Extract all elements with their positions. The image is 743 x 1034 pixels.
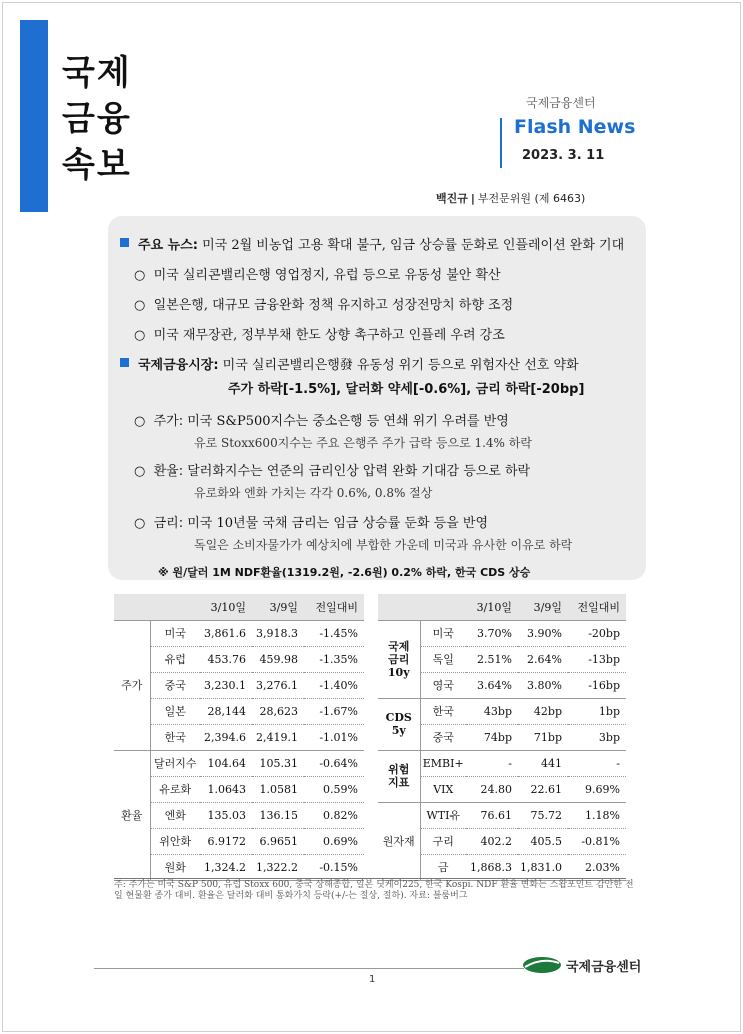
table-row-label: 미국 bbox=[150, 620, 200, 646]
table-cell: 6.9651 bbox=[252, 828, 304, 854]
table-group-label: 원자재 bbox=[378, 802, 420, 880]
table-header-row bbox=[114, 594, 364, 620]
table-cell: 3.80% bbox=[518, 672, 568, 698]
section1-item bbox=[134, 324, 505, 343]
table-cell: 43bp bbox=[466, 698, 518, 724]
table-row bbox=[114, 646, 364, 672]
table-cell: -0.64% bbox=[304, 750, 364, 776]
table-row-label: 독일 bbox=[420, 646, 466, 672]
table-row-label: 위안화 bbox=[150, 828, 200, 854]
section2-item-stocks bbox=[134, 410, 509, 429]
table-row bbox=[114, 828, 364, 854]
table-cell: 453.76 bbox=[200, 646, 252, 672]
table-cell: 2.03% bbox=[568, 854, 626, 880]
table-cell: - bbox=[568, 750, 626, 776]
section2-sub-fx: 유로화와 엔화 가치는 각각 0.6%, 0.8% 절상 bbox=[194, 486, 433, 500]
table-header bbox=[150, 594, 200, 620]
table-cell: 2,419.1 bbox=[252, 724, 304, 750]
table-cell: 28,144 bbox=[200, 698, 252, 724]
table-row bbox=[114, 750, 364, 776]
table-row-label: 달러지수 bbox=[150, 750, 200, 776]
logo-text: 국제금융센터 bbox=[566, 959, 642, 975]
table-cell: 42bp bbox=[518, 698, 568, 724]
section1-label: 주요 뉴스: bbox=[138, 238, 198, 253]
footer-logo bbox=[522, 955, 641, 975]
market-table-right bbox=[378, 594, 626, 881]
table-cell: 2.64% bbox=[518, 646, 568, 672]
table-row bbox=[378, 698, 626, 724]
table-row bbox=[114, 724, 364, 750]
circle-bullet-icon: ○ bbox=[134, 298, 146, 313]
table-cell: 0.59% bbox=[304, 776, 364, 802]
item-label: 금리: bbox=[153, 516, 184, 531]
table-cell: 24.80 bbox=[466, 776, 518, 802]
header-divider bbox=[500, 118, 502, 168]
table-row bbox=[114, 620, 364, 646]
section1-item bbox=[134, 294, 513, 313]
section1-text: 미국 2월 비농업 고용 확대 불구, 임금 상승률 둔화로 인플레이션 완화 기대 bbox=[197, 238, 625, 253]
table-cell: 1.0643 bbox=[200, 776, 252, 802]
table-cell: 3,861.6 bbox=[200, 620, 252, 646]
item-text: 미국 S&P500지수는 중소은행 등 연쇄 위기 우려를 반영 bbox=[183, 414, 509, 429]
header-org: 국제금융센터 bbox=[526, 96, 596, 110]
table-cell: 459.98 bbox=[252, 646, 304, 672]
table-row bbox=[114, 698, 364, 724]
table-row-label: 금 bbox=[420, 854, 466, 880]
section2-sub-rates: 독일은 소비자물가가 예상치에 부합한 가운데 미국과 유사한 이유로 하락 bbox=[194, 538, 573, 552]
author-role: 부전문위원 (제 6463) bbox=[477, 192, 586, 205]
report-title bbox=[62, 50, 132, 188]
table-cell: -1.40% bbox=[304, 672, 364, 698]
table-cell: 1bp bbox=[568, 698, 626, 724]
table-cell: -1.01% bbox=[304, 724, 364, 750]
table-cell: - bbox=[466, 750, 518, 776]
table-cell: 6.9172 bbox=[200, 828, 252, 854]
table-cell: 1,831.0 bbox=[518, 854, 568, 880]
table-header: 3/9일 bbox=[518, 594, 568, 620]
table-header-row bbox=[378, 594, 626, 620]
section2-item-fx bbox=[134, 460, 530, 479]
table-cell: 1.0581 bbox=[252, 776, 304, 802]
table-group-label: 위험 지표 bbox=[378, 750, 420, 802]
footnote-rule bbox=[114, 878, 626, 879]
table-row-label: 한국 bbox=[420, 698, 466, 724]
table-row-label: 구리 bbox=[420, 828, 466, 854]
table-cell: -0.81% bbox=[568, 828, 626, 854]
table-row-label: 한국 bbox=[150, 724, 200, 750]
table-cell: 2,394.6 bbox=[200, 724, 252, 750]
table-cell: 3bp bbox=[568, 724, 626, 750]
item-text: 달러화지수는 연준의 금리인상 압력 완화 기대감 등으로 하락 bbox=[183, 464, 531, 479]
circle-bullet-icon: ○ bbox=[134, 328, 146, 343]
section1-item-text: 일본은행, 대규모 금융완화 정책 유지하고 성장전망치 하향 조정 bbox=[153, 298, 514, 313]
table-header bbox=[420, 594, 466, 620]
table-cell: 3.70% bbox=[466, 620, 518, 646]
table-cell: 402.2 bbox=[466, 828, 518, 854]
table-row-label: 엔화 bbox=[150, 802, 200, 828]
table-row-label: 일본 bbox=[150, 698, 200, 724]
square-bullet-icon bbox=[120, 358, 129, 367]
section2-headline bbox=[138, 354, 579, 373]
table-cell: 441 bbox=[518, 750, 568, 776]
section2-label: 국제금융시장: bbox=[138, 358, 219, 373]
item-label: 주가: bbox=[153, 414, 184, 429]
table-cell: 76.61 bbox=[466, 802, 518, 828]
ndf-note: ※ 원/달러 1M NDF환율(1319.2원, -2.6원) 0.2% 하락, 한국 CDS 상승 bbox=[158, 566, 531, 579]
table-cell: -0.15% bbox=[304, 854, 364, 880]
footnote: 주: 주가는 미국 S&P 500, 유럽 Stoxx 600, 중국 상해종합, 일본 닛케이225, 한국 Kospi. NDF 환율 변화는 스왑포인트 감안한 전일 현물환 종가 대비. 환율은 달러화 대비 통화가치 등락(+/-는 절상, 절하). 자료: 블룸버그 bbox=[114, 880, 634, 901]
table-header: 3/10일 bbox=[466, 594, 518, 620]
table-row bbox=[378, 802, 626, 828]
table-cell: -16bp bbox=[568, 672, 626, 698]
table-cell: 9.69% bbox=[568, 776, 626, 802]
author-line bbox=[436, 190, 585, 206]
table-row-label: 미국 bbox=[420, 620, 466, 646]
table-row-label: EMBI+ bbox=[420, 750, 466, 776]
table-row bbox=[114, 854, 364, 880]
table-cell: -20bp bbox=[568, 620, 626, 646]
section1-headline bbox=[138, 234, 624, 253]
table-cell: 2.51% bbox=[466, 646, 518, 672]
table-row bbox=[114, 802, 364, 828]
table-row-label: 원화 bbox=[150, 854, 200, 880]
table-row bbox=[378, 750, 626, 776]
table-header bbox=[378, 594, 420, 620]
table-cell: 0.82% bbox=[304, 802, 364, 828]
table-cell: 3.64% bbox=[466, 672, 518, 698]
table-cell: 135.03 bbox=[200, 802, 252, 828]
table-cell: 28,623 bbox=[252, 698, 304, 724]
table-group-label: 국제 금리 10y bbox=[378, 620, 420, 698]
page-number: 1 bbox=[369, 974, 376, 985]
table-row-label: 유로화 bbox=[150, 776, 200, 802]
circle-bullet-icon: ○ bbox=[134, 414, 146, 429]
item-label: 환율: bbox=[153, 464, 184, 479]
table-cell: 3,276.1 bbox=[252, 672, 304, 698]
side-accent-bar bbox=[20, 20, 48, 212]
table-cell: 71bp bbox=[518, 724, 568, 750]
section2-text: 미국 실리콘밸리은행發 유동성 위기 등으로 위험자산 선호 약화 bbox=[218, 358, 579, 373]
section2-item-rates bbox=[134, 512, 488, 531]
table-row-label: WTI유 bbox=[420, 802, 466, 828]
section1-item-text: 미국 실리콘밸리은행 영업정지, 유럽 등으로 유동성 불안 확산 bbox=[153, 268, 501, 283]
author-name: 백진규 bbox=[436, 192, 468, 205]
table-row-label: 유럽 bbox=[150, 646, 200, 672]
header-date: 2023. 3. 11 bbox=[522, 148, 605, 163]
table-header: 3/9일 bbox=[252, 594, 304, 620]
table-cell: -1.45% bbox=[304, 620, 364, 646]
title-line-2: 금융 bbox=[62, 99, 132, 139]
square-bullet-icon bbox=[120, 238, 129, 247]
table-cell: 3,230.1 bbox=[200, 672, 252, 698]
table-cell: 74bp bbox=[466, 724, 518, 750]
table-row-label: 중국 bbox=[150, 672, 200, 698]
table-cell: 1,324.2 bbox=[200, 854, 252, 880]
table-row bbox=[114, 776, 364, 802]
kcif-logo-icon bbox=[522, 955, 562, 975]
table-row bbox=[114, 672, 364, 698]
section1-item bbox=[134, 264, 501, 283]
table-cell: -1.67% bbox=[304, 698, 364, 724]
table-cell: 3,918.3 bbox=[252, 620, 304, 646]
table-cell: 1.18% bbox=[568, 802, 626, 828]
table-cell: -13bp bbox=[568, 646, 626, 672]
table-cell: 22.61 bbox=[518, 776, 568, 802]
table-cell: 405.5 bbox=[518, 828, 568, 854]
page-footer-rule bbox=[94, 968, 524, 969]
table-cell: -1.35% bbox=[304, 646, 364, 672]
table-header bbox=[114, 594, 150, 620]
circle-bullet-icon: ○ bbox=[134, 516, 146, 531]
table-row bbox=[378, 620, 626, 646]
circle-bullet-icon: ○ bbox=[134, 464, 146, 479]
author-separator: | bbox=[470, 192, 475, 205]
table-cell: 0.69% bbox=[304, 828, 364, 854]
table-group-label: CDS 5y bbox=[378, 698, 420, 750]
table-header: 3/10일 bbox=[200, 594, 252, 620]
section2-highlight: 주가 하락[-1.5%], 달러화 약세[-0.6%], 금리 하락[-20bp] bbox=[228, 382, 585, 397]
title-line-1: 국제 bbox=[62, 53, 132, 93]
table-cell: 136.15 bbox=[252, 802, 304, 828]
table-row-label: 중국 bbox=[420, 724, 466, 750]
table-row-label: VIX bbox=[420, 776, 466, 802]
item-text: 미국 10년물 국채 금리는 임금 상승률 둔화 등을 반영 bbox=[183, 516, 489, 531]
header-flash-news: Flash News bbox=[514, 116, 636, 138]
table-cell: 104.64 bbox=[200, 750, 252, 776]
section1-item-text: 미국 재무장관, 정부부채 한도 상향 촉구하고 인플레 우려 강조 bbox=[153, 328, 505, 343]
table-cell: 1,868.3 bbox=[466, 854, 518, 880]
table-group-label: 주가 bbox=[114, 620, 150, 750]
table-group-label: 환율 bbox=[114, 750, 150, 880]
title-line-3: 속보 bbox=[62, 145, 132, 185]
table-cell: 105.31 bbox=[252, 750, 304, 776]
table-header: 전일대비 bbox=[568, 594, 626, 620]
table-cell: 3.90% bbox=[518, 620, 568, 646]
table-cell: 75.72 bbox=[518, 802, 568, 828]
section2-sub-stocks: 유로 Stoxx600지수는 주요 은행주 주가 급락 등으로 1.4% 하락 bbox=[194, 436, 532, 450]
table-header: 전일대비 bbox=[304, 594, 364, 620]
circle-bullet-icon: ○ bbox=[134, 268, 146, 283]
table-cell: 1,322.2 bbox=[252, 854, 304, 880]
market-table-left bbox=[114, 594, 364, 881]
table-row-label: 영국 bbox=[420, 672, 466, 698]
